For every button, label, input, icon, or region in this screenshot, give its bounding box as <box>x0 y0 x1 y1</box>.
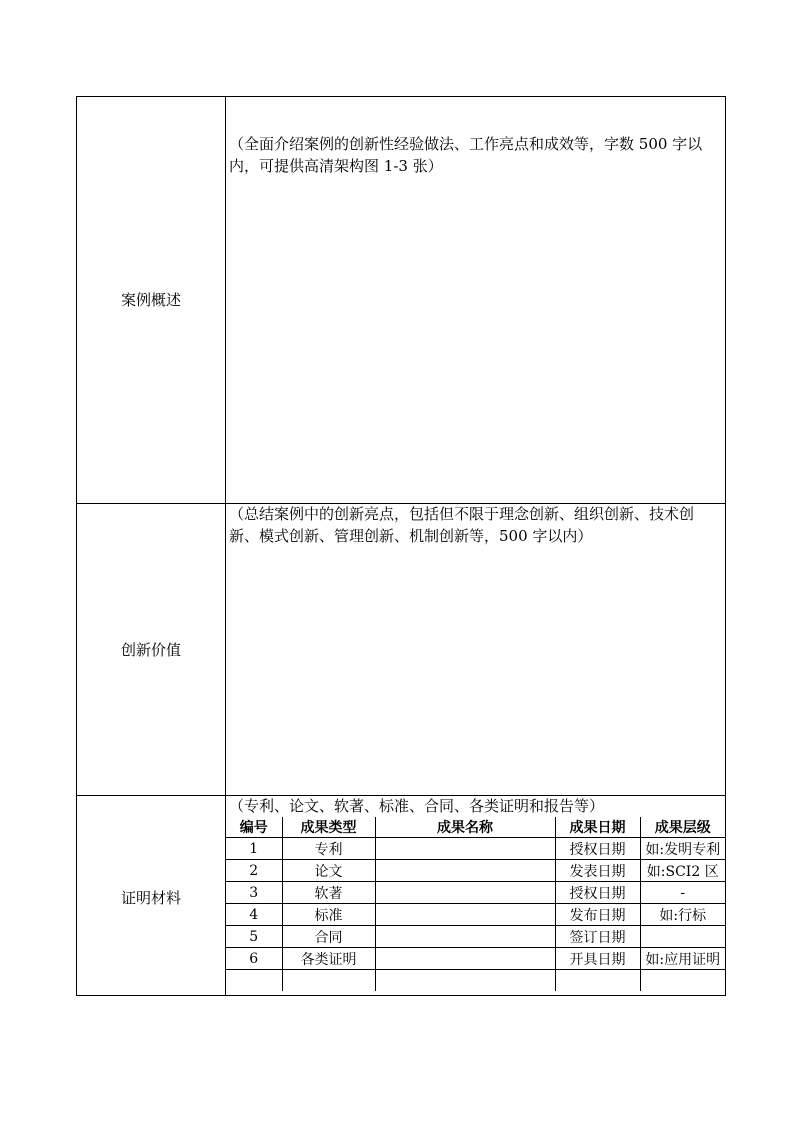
cell-number: 6 <box>226 948 282 970</box>
cell-name[interactable] <box>375 926 555 948</box>
header-type: 成果类型 <box>282 817 375 838</box>
supporting-materials-instructions: （专利、论文、软著、标准、合同、各类证明和报告等） <box>229 797 605 815</box>
table-row <box>226 926 725 948</box>
cell-level <box>640 926 725 948</box>
cell-level: 如:应用证明 <box>640 948 725 970</box>
cell-type: 各类证明 <box>282 948 375 970</box>
cell-name[interactable] <box>375 904 555 926</box>
cell-name[interactable] <box>375 948 555 970</box>
header-name: 成果名称 <box>375 817 555 838</box>
case-form-table <box>76 96 726 996</box>
cell-number <box>226 970 282 992</box>
supporting-materials-label: 证明材料 <box>120 889 181 907</box>
cell-date: 开具日期 <box>555 948 640 970</box>
cell-number: 4 <box>226 904 282 926</box>
innovation-value-label: 创新价值 <box>120 641 181 659</box>
cell-level <box>640 970 725 992</box>
cell-type <box>282 970 375 992</box>
cell-name[interactable] <box>375 838 555 860</box>
table-header-row <box>226 817 725 838</box>
cell-number: 5 <box>226 926 282 948</box>
innovation-value-instructions: （总结案例中的创新亮点，包括但不限于理念创新、组织创新、技术创新、模式创新、管理创新、机制创新等，500 字以内） <box>229 505 695 545</box>
cell-date: 签订日期 <box>555 926 640 948</box>
header-number: 编号 <box>226 817 282 838</box>
cell-date: 授权日期 <box>555 882 640 904</box>
cell-date: 发表日期 <box>555 860 640 882</box>
table-row <box>226 860 725 882</box>
table-row <box>226 882 725 904</box>
header-level: 成果层级 <box>640 817 725 838</box>
cell-type: 标准 <box>282 904 375 926</box>
cell-number: 3 <box>226 882 282 904</box>
cell-level: 如:SCI2 区 <box>640 860 725 882</box>
cell-type: 专利 <box>282 838 375 860</box>
table-row <box>226 838 725 860</box>
cell-date: 发布日期 <box>555 904 640 926</box>
cell-type: 合同 <box>282 926 375 948</box>
table-row <box>226 970 725 992</box>
cell-type: 软著 <box>282 882 375 904</box>
cell-level: - <box>640 882 725 904</box>
cell-number: 2 <box>226 860 282 882</box>
case-overview-instructions: （全面介绍案例的创新性经验做法、工作亮点和成效等，字数 500 字以内，可提供高清架构图 1-3 张） <box>229 135 703 175</box>
table-row <box>226 948 725 970</box>
cell-date: 授权日期 <box>555 838 640 860</box>
cell-type: 论文 <box>282 860 375 882</box>
cell-date <box>555 970 640 992</box>
materials-table <box>226 817 725 991</box>
header-date: 成果日期 <box>555 817 640 838</box>
cell-name[interactable] <box>375 882 555 904</box>
case-overview-label: 案例概述 <box>120 291 181 309</box>
cell-number: 1 <box>226 838 282 860</box>
table-row <box>226 904 725 926</box>
cell-name[interactable] <box>375 860 555 882</box>
cell-level: 如:行标 <box>640 904 725 926</box>
cell-name[interactable] <box>375 970 555 992</box>
cell-level: 如:发明专利 <box>640 838 725 860</box>
